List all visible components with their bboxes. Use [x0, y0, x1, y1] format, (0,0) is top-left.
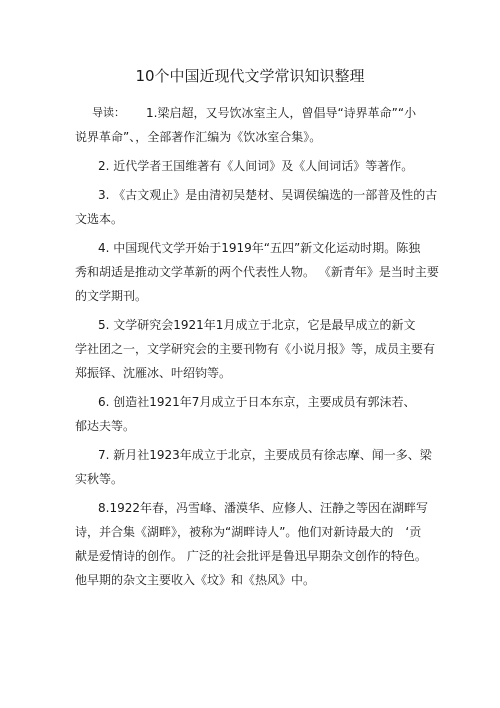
document-title: 10个中国近现代文学常识知识整理	[135, 67, 365, 85]
text-line: 7. 新月社1923年成立于北京，主要成员有徐志摩、闻一多、梁	[98, 448, 432, 462]
text-line: 郁达夫等。	[75, 419, 136, 433]
text-line: 3. 《古文观止》是由清初吴楚材、吴调侯编选的一部普及性的古	[98, 188, 438, 202]
text-line: 4. 中国现代文学开始于1919年“五四”新文化运动时期。陈独	[98, 241, 421, 255]
text-line: 2. 近代学者王国维著有《人间词》及《人间词话》等著作。	[98, 159, 414, 173]
intro-label: 导读：	[92, 106, 125, 119]
text-line: 他早期的杂文主要收入《坟》和《热风》中。	[75, 573, 316, 587]
text-line: 诗，并合集《湖畔》，被称为“湖畔诗人”。他们对新诗最大的 ‘贡	[75, 525, 422, 539]
text-line: 献是爱情诗的创作。 广泛的社会批评是鲁迅早期杂文创作的特色。	[75, 549, 427, 563]
text-line: 1.梁启超，又号饮冰室主人，曾倡导“诗界革命”“小	[146, 106, 417, 120]
text-line: 的文学期刊。	[75, 289, 148, 303]
text-line: 学社团之一，文学研究会的主要刊物有《小说月报》等，成员主要有	[75, 342, 436, 356]
text-line: 说界革命”、，全部著作汇编为《饮冰室合集》。	[75, 130, 322, 144]
text-line: 8.1922年春，冯雪峰、潘漠华、应修人、汪静之等因在湖畔写	[98, 501, 428, 515]
text-line: 实秋等。	[75, 472, 124, 486]
text-line: 文选本。	[75, 212, 124, 226]
text-line: 秀和胡适是推动文学革新的两个代表性人物。 《新青年》是当时主要	[75, 265, 439, 279]
text-line: 5. 文学研究会1921年1月成立于北京，它是最早成立的新文	[98, 318, 416, 332]
text-line: 6. 创造社1921年7月成立于日本东京，主要成员有郭沫若、	[98, 395, 416, 409]
text-line: 郑振铎、沈雁冰、叶绍钧等。	[75, 366, 232, 380]
